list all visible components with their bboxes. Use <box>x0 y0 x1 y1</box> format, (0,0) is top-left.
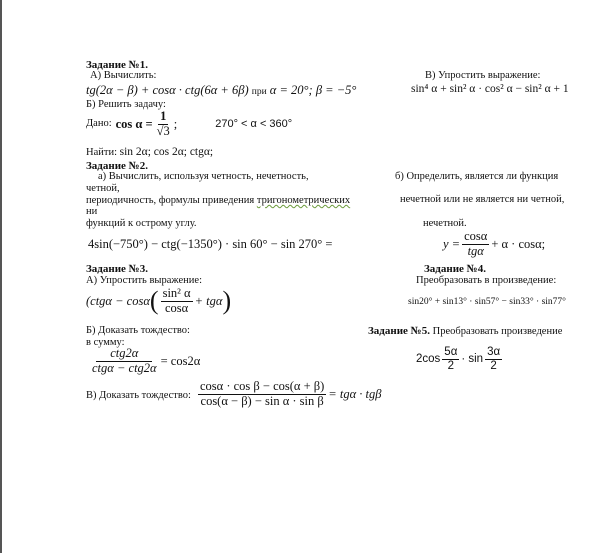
task2-b-line1: б) Определить, является ли функция <box>395 171 559 182</box>
task3-v-label: В) Доказать тождество: <box>86 390 191 401</box>
given-cos: cos α = <box>115 117 153 132</box>
task4-expression: sin20° + sin13° · sin57° − sin33° · sin77° <box>408 297 566 307</box>
task1-a-expr-when: при <box>251 87 267 97</box>
task1-find: Найти: sin 2α; cos 2α; ctgα; <box>86 146 214 158</box>
task1-a-expr-lhs: tg(2α − β) + cosα · ctg(6α + 6β) <box>86 83 249 97</box>
task3-a-expression: (ctgα − cosα ( $\frac{\text{sin² α}}{\cos\alpha}$ + tgα ) <box>86 286 232 316</box>
page-left-edge <box>0 0 2 553</box>
task2-b-line2: нечетной или не является ни четной, <box>400 194 565 205</box>
task2-a-line2b: ни <box>86 206 98 217</box>
task3-b-expression: $\frac{\text{ctg2α}}{\text{ctgα − ctg2α}}$ = cos2α <box>92 346 201 375</box>
task2-a-line1: а) Вычислить, используя четность, нечетность, <box>98 171 309 182</box>
task5-header <box>368 325 562 338</box>
task5-title: Задание №5. <box>368 325 430 337</box>
task3-title: Задание №3. <box>86 263 148 275</box>
task2-title: Задание №2. <box>86 160 148 172</box>
task1-a-expr-cond: α = 20°; β = −5° <box>269 83 357 97</box>
task4-title: Задание №4. <box>424 263 486 275</box>
task2-a-line1b: четной, <box>86 183 120 194</box>
task1-v-expression: sin⁴ α + sin² α · cos² α − sin² α + 1 <box>411 83 569 95</box>
spellcheck-underlined-word: тригонометрических <box>256 195 351 206</box>
given-fraction: $\frac{1}{√3}$ <box>156 109 170 138</box>
task1-a-label: А) Вычислить: <box>90 70 157 81</box>
task2-b-expression: y = $\frac{\cos\alpha}{\text{tgα}}$ + α · cosα; <box>443 229 546 258</box>
task2-a-line2: периодичность, формулы приведения тригонометрических <box>86 195 351 206</box>
task5-expression: 2cos $\frac{5\alpha}{2}$ · sin $\frac{3\alpha}{2}$ <box>416 346 501 372</box>
given-label: Дано: <box>86 118 112 130</box>
task2-a-line3: функций к острому углу. <box>86 218 197 229</box>
task3-v-expression: $\frac{\text{cosα · cos β − cos(α + β)}}{\text{cos(α − β) − sin α · sin β}}$ = tgα · tgβ <box>200 379 382 408</box>
task3-a-label: А) Упростить выражение: <box>86 275 202 286</box>
task4-label: Преобразовать в произведение: <box>416 275 557 286</box>
task5-label: Преобразовать произведение <box>432 326 563 337</box>
given-range: 270° < α < 360° <box>215 117 293 130</box>
task2-b-line3: нечетной. <box>423 218 467 229</box>
task1-a-expression <box>86 83 356 98</box>
task2-a-expression: 4sin(−750°) − ctg(−1350°) · sin 60° − sin 270° = <box>88 237 333 251</box>
task1-b-label: Б) Решить задачу: <box>86 99 166 110</box>
task3-b-label2: в сумму: <box>86 337 125 348</box>
task3-b-label: Б) Доказать тождество: <box>86 325 190 336</box>
task1-title: Задание №1. <box>86 59 148 71</box>
task1-given: Дано: cos α = $\frac{1}{√3}$ ; 270° < α < 360° <box>86 109 293 138</box>
task1-v-label: В) Упростить выражение: <box>425 70 541 81</box>
